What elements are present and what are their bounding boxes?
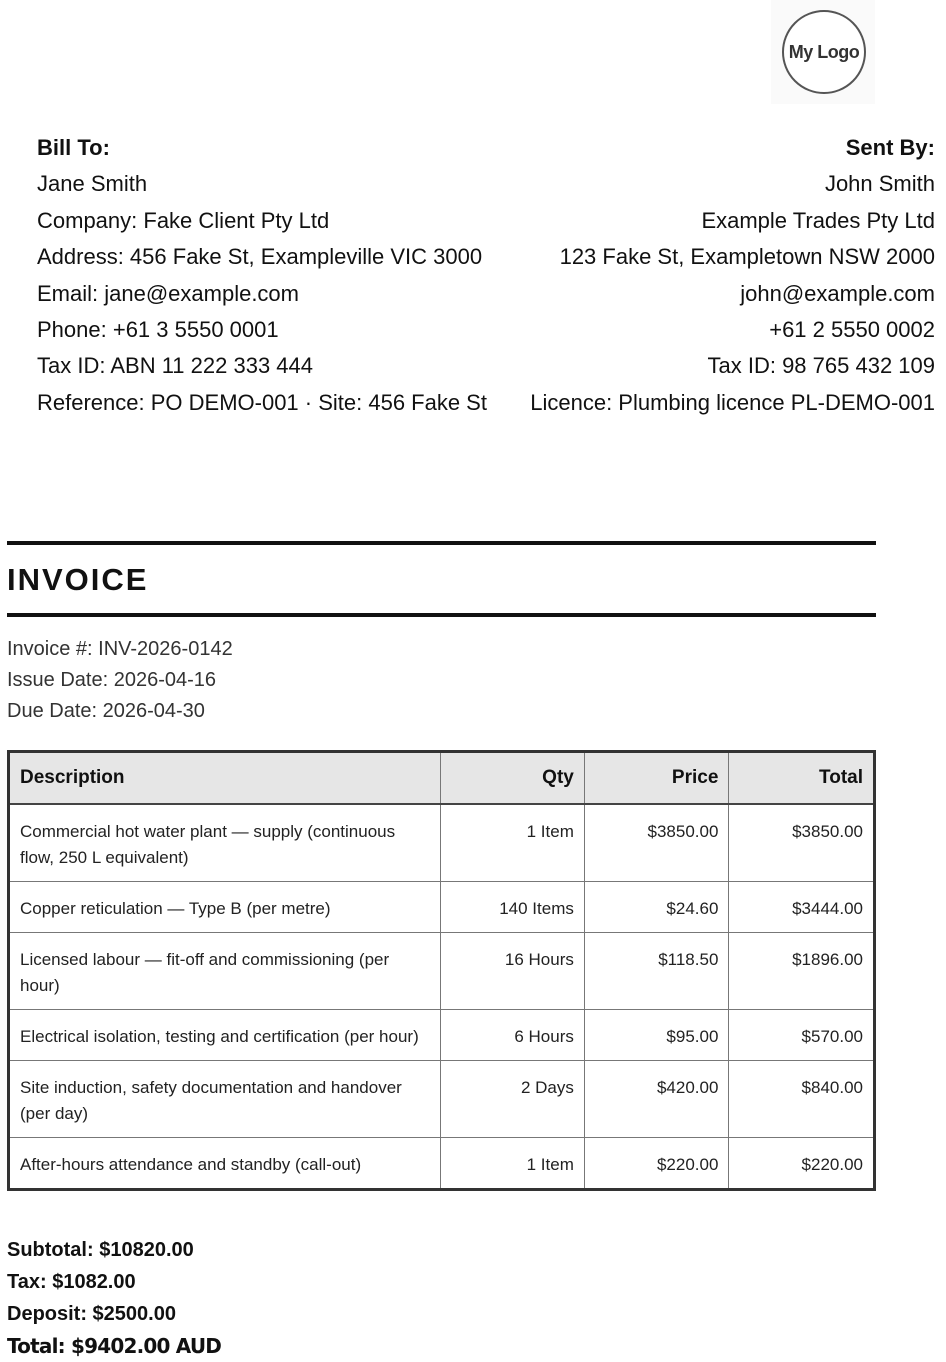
- header-qty: Qty: [440, 752, 584, 805]
- row-qty: 1 Item: [440, 1138, 584, 1190]
- company-logo: My Logo: [782, 10, 866, 94]
- row-total: $3444.00: [729, 882, 875, 933]
- title-bottom-rule: [7, 613, 876, 617]
- table-row: [9, 933, 875, 1010]
- table-row: [9, 804, 875, 882]
- title-top-rule: [7, 541, 876, 545]
- row-description: Licensed labour — fit-off and commissioning (per hour): [9, 933, 441, 1010]
- bill-to-block: [37, 130, 487, 421]
- header-total: Total: [729, 752, 875, 805]
- sent-by-phone: +61 2 5550 0002: [769, 317, 935, 343]
- line-items-table: [7, 750, 876, 1191]
- header-description: Description: [9, 752, 441, 805]
- row-total: $570.00: [729, 1010, 875, 1061]
- sent-by-licence: Licence: Plumbing licence PL-DEMO-001: [530, 389, 935, 415]
- row-qty: 1 Item: [440, 804, 584, 882]
- row-price: $95.00: [584, 1010, 729, 1061]
- bill-to-tax-id: Tax ID: ABN 11 222 333 444: [37, 353, 313, 379]
- row-total: $3850.00: [729, 804, 875, 882]
- row-total: $220.00: [729, 1138, 875, 1190]
- bill-to-company: Company: Fake Client Pty Ltd: [37, 207, 330, 233]
- row-qty: 140 Items: [440, 882, 584, 933]
- row-price: $420.00: [584, 1061, 729, 1138]
- row-price: $118.50: [584, 933, 729, 1010]
- bill-to-heading: Bill To:: [37, 135, 110, 160]
- row-qty: 6 Hours: [440, 1010, 584, 1061]
- table-row: [9, 1010, 875, 1061]
- row-description: Electrical isolation, testing and certification (per hour): [9, 1010, 441, 1061]
- invoice-number: Invoice #: INV-2026-0142: [7, 638, 233, 660]
- table-row: [9, 1138, 875, 1190]
- row-price: $3850.00: [584, 804, 729, 882]
- invoice-title: INVOICE: [7, 562, 149, 597]
- invoice-meta: [7, 634, 233, 727]
- bill-to-address: Address: 456 Fake St, Exampleville VIC 3000: [37, 244, 483, 270]
- sent-by-name: John Smith: [824, 171, 935, 197]
- tax-total: Tax: $1082.00: [7, 1271, 136, 1293]
- row-description: After-hours attendance and standby (call-out): [9, 1138, 441, 1190]
- sent-by-heading: Sent By:: [845, 135, 935, 160]
- bill-to-name: Jane Smith: [37, 171, 148, 197]
- totals-block: [7, 1234, 221, 1362]
- row-qty: 16 Hours: [440, 933, 584, 1010]
- issue-date: Issue Date: 2026-04-16: [7, 669, 217, 691]
- bill-to-phone: Phone: +61 3 5550 0001: [37, 317, 279, 343]
- row-total: $840.00: [729, 1061, 875, 1138]
- row-price: $220.00: [584, 1138, 729, 1190]
- grand-total: Total: $9402.00 AUD: [7, 1334, 222, 1358]
- table-row: [9, 1061, 875, 1138]
- row-description: Site induction, safety documentation and handover (per day): [9, 1061, 441, 1138]
- row-price: $24.60: [584, 882, 729, 933]
- table-header-row: [9, 752, 875, 805]
- logo-container: [771, 0, 875, 104]
- bill-to-email: Email: jane@example.com: [37, 280, 299, 306]
- due-date: Due Date: 2026-04-30: [7, 700, 205, 722]
- sent-by-email: john@example.com: [740, 280, 935, 306]
- sent-by-block: [475, 130, 935, 421]
- subtotal: Subtotal: $10820.00: [7, 1239, 194, 1261]
- row-total: $1896.00: [729, 933, 875, 1010]
- bill-to-reference: Reference: PO DEMO-001 · Site: 456 Fake St: [37, 389, 487, 415]
- row-description: Commercial hot water plant — supply (continuous flow, 250 L equivalent): [9, 804, 441, 882]
- header-price: Price: [584, 752, 729, 805]
- table-row: [9, 882, 875, 933]
- row-qty: 2 Days: [440, 1061, 584, 1138]
- deposit: Deposit: $2500.00: [7, 1303, 176, 1325]
- row-description: Copper reticulation — Type B (per metre): [9, 882, 441, 933]
- sent-by-company: Example Trades Pty Ltd: [701, 207, 935, 233]
- sent-by-tax-id: Tax ID: 98 765 432 109: [707, 353, 935, 379]
- sent-by-address: 123 Fake St, Exampletown NSW 2000: [559, 244, 935, 270]
